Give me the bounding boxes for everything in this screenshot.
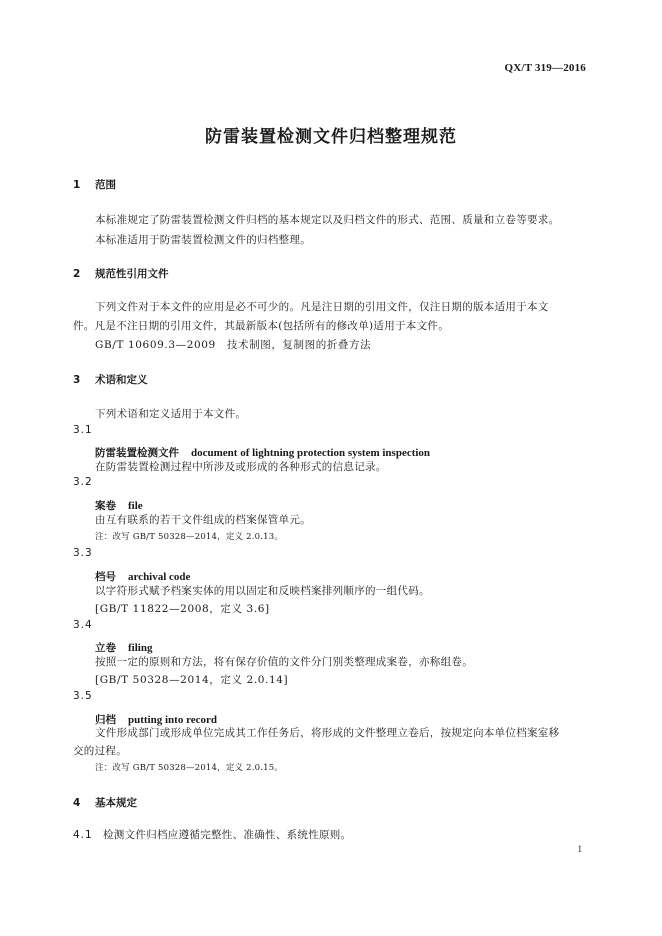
term-heading	[95, 565, 190, 584]
term-english: putting into record	[128, 714, 218, 726]
term-number: 3.3	[73, 547, 93, 559]
section-title: 基本规定	[95, 797, 137, 809]
term-heading	[95, 636, 152, 655]
page-number: 1	[577, 844, 582, 854]
section-3-intro: 下列术语和定义适用于本文件。	[95, 408, 247, 420]
term-english: archival code	[128, 571, 191, 583]
term-chinese: 防雷装置检测文件	[95, 447, 179, 459]
term-source: [GB/T 50328—2014，定义 2.0.14]	[95, 674, 289, 686]
term-note: 注：改写 GB/T 50328—2014，定义 2.0.13。	[95, 532, 284, 542]
term-source: [GB/T 11822—2008，定义 3.6]	[95, 603, 270, 615]
term-english: document of lightning protection system inspection	[191, 447, 431, 459]
clause-number: 4.1	[73, 829, 93, 841]
term-chinese: 立卷	[95, 642, 116, 654]
section-number: 2	[73, 268, 81, 280]
section-title: 术语和定义	[95, 374, 148, 386]
term-note: 注：改写 GB/T 50328—2014，定义 2.0.15。	[95, 763, 284, 773]
term-chinese: 归档	[95, 714, 116, 726]
term-heading	[95, 441, 430, 460]
term-heading	[95, 494, 143, 513]
section-1-heading	[73, 177, 116, 192]
section-number: 4	[73, 797, 81, 809]
term-definition-line-2: 交的过程。	[73, 745, 127, 757]
section-4-heading	[73, 795, 137, 810]
normative-reference: GB/T 10609.3—2009 技术制图，复制图的折叠方法	[95, 339, 372, 351]
term-english: file	[128, 500, 143, 512]
term-number: 3.4	[73, 619, 93, 631]
section-1-paragraph-2: 本标准适用于防雷装置检测文件的归档整理。	[95, 234, 311, 246]
term-number: 3.2	[73, 476, 93, 488]
clause-4-1	[73, 827, 351, 842]
section-3-heading	[73, 372, 148, 387]
document-title: 防雷装置检测文件归档整理规范	[205, 127, 457, 147]
term-number: 3.5	[73, 690, 93, 702]
section-title: 范围	[95, 179, 116, 191]
term-definition: 由互有联系的若干文件组成的档案保管单元。	[95, 514, 311, 526]
section-2-paragraph-line-2: 件。凡是不注日期的引用文件，其最新版本(包括所有的修改单)适用于本文件。	[73, 320, 449, 332]
section-title: 规范性引用文件	[95, 268, 169, 280]
term-number: 3.1	[73, 424, 93, 436]
term-chinese: 档号	[95, 571, 116, 583]
section-number: 1	[73, 179, 81, 191]
section-2-paragraph-line-1: 下列文件对于本文件的应用是必不可少的。凡是注日期的引用文件，仅注日期的版本适用于本文	[95, 301, 549, 313]
term-definition: 以字符形式赋予档案实体的用以固定和反映档案排列顺序的一组代码。	[95, 585, 430, 597]
section-number: 3	[73, 374, 81, 386]
clause-text: 检测文件归档应遵循完整性、准确性、系统性原则。	[103, 829, 352, 841]
term-definition: 按照一定的原则和方法，将有保存价值的文件分门别类整理成案卷，亦称组卷。	[95, 656, 473, 668]
term-definition: 在防雷装置检测过程中所涉及或形成的各种形式的信息记录。	[95, 461, 387, 473]
term-definition-line-1: 文件形成部门或形成单位完成其工作任务后，将形成的文件整理立卷后，按规定向本单位档案室移	[95, 727, 560, 739]
standard-code: QX/T 319—2016	[504, 62, 586, 74]
term-english: filing	[128, 642, 153, 654]
section-1-paragraph-1: 本标准规定了防雷装置检测文件归档的基本规定以及归档文件的形式、范围、质量和立卷等要求。	[95, 214, 560, 226]
term-chinese: 案卷	[95, 500, 116, 512]
section-2-heading	[73, 266, 169, 281]
